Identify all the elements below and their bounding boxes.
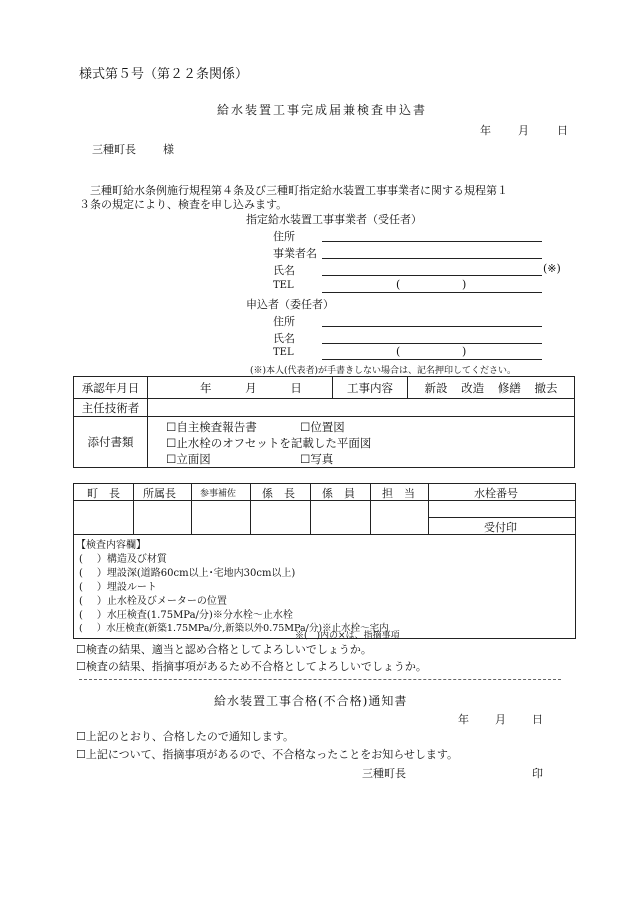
result-pass-text: 検査の結果、適当と認め合格としてよろしいでしょうか。 (85, 643, 372, 656)
applicant-name-label: 氏名 (273, 332, 295, 345)
approval-date-label: 承認年月日 (74, 377, 148, 399)
attachment-self-inspection[interactable]: ☐ 自主検査報告書 (166, 419, 257, 435)
approval-month: 月 (245, 380, 257, 395)
result-pass-checkbox[interactable] (76, 641, 372, 657)
inspection-item[interactable]: ( ）埋設深(道路60cm以上･宅地内30cm以上) (79, 568, 296, 579)
body-text-line2: ３条の規定により、検査を申し込みます。 (79, 198, 288, 211)
chief-engineer-field[interactable] (148, 399, 575, 417)
seal-note: (※)本人(代表者)が手書きしない場合は、記名押印してください。 (250, 366, 517, 376)
attachments-label: 添付書類 (74, 417, 148, 468)
receipt-stamp-label: 受付印 (484, 521, 517, 534)
stamp-section-chief: 係 長 (262, 487, 295, 500)
approval-table (73, 376, 575, 468)
work-type-removal[interactable]: 撤去 (534, 380, 558, 395)
date-year: 年 (480, 124, 491, 137)
cut-line (79, 679, 561, 680)
applicant-tel-paren-open: ( (396, 345, 401, 358)
attachments-list (148, 417, 575, 468)
contractor-heading: 指定給水装置工事事業者（受任者） (246, 213, 422, 226)
form-number: 様式第５号（第２２条関係） (79, 67, 249, 82)
stamp-staff: 係 員 (322, 487, 355, 500)
applicant-name-field[interactable] (322, 343, 542, 344)
contractor-tel-paren-open: ( (396, 278, 401, 291)
approval-date-field[interactable] (148, 377, 333, 399)
applicant-address-label: 住所 (273, 315, 295, 328)
attachment-photo[interactable]: ☐ 写真 (300, 451, 333, 467)
notice-seal: 印 (532, 767, 543, 780)
notice-fail-text: 上記について、指摘事項があるので、不合格なったことをお知らせします。 (85, 748, 459, 761)
notice-signer: 三種町長 (362, 767, 406, 780)
date-day: 日 (557, 124, 568, 137)
result-fail-checkbox[interactable] (76, 658, 427, 674)
work-type-remodel[interactable]: 改造 (461, 380, 485, 395)
applicant-tel-label: TEL (273, 347, 294, 358)
work-types[interactable] (408, 377, 575, 399)
applicant-tel-paren-close: ) (462, 345, 467, 358)
meter-number-label: 水栓番号 (474, 487, 518, 500)
contractor-name-field[interactable] (322, 275, 542, 276)
addressee-name: 三種町長 (92, 143, 136, 156)
date-month: 月 (518, 124, 529, 137)
contractor-name-label: 氏名 (273, 264, 295, 277)
approval-year: 年 (200, 380, 212, 395)
applicant-tel-field[interactable] (322, 359, 542, 360)
inspection-item[interactable]: ( ）構造及び材質 (79, 554, 167, 565)
notice-pass-checkbox[interactable] (76, 728, 294, 744)
notice-title: 給水装置工事合格(不合格)通知書 (214, 694, 408, 708)
inspection-item[interactable]: ( ）水圧検査(1.75MPa/分)※分水栓～止水栓 (79, 610, 293, 621)
inspection-note: ※( )内の×は、指摘事項 (295, 631, 400, 641)
applicant-address-field[interactable] (322, 326, 542, 327)
body-text-line1: 三種町給水条例施行規程第４条及び三種町指定給水装置工事事業者に関する規程第１ (90, 184, 508, 197)
contractor-address-field[interactable] (322, 241, 542, 242)
stamp-department-head: 所属長 (143, 487, 176, 500)
attachment-location-map[interactable]: ☐ 位置図 (300, 419, 345, 435)
result-fail-text: 検査の結果、指摘事項があるため不合格としてよろしいでしょうか。 (85, 660, 427, 673)
inspection-heading: 【検査内容欄】 (76, 540, 146, 551)
inspection-item[interactable]: ( ）止水栓及びメーターの位置 (79, 596, 227, 607)
inspection-item[interactable]: ( ）埋設ルート (79, 582, 157, 593)
work-type-repair[interactable]: 修繕 (497, 380, 521, 395)
attachment-plan-view[interactable]: ☐ 止水栓のオフセットを記載した平面図 (166, 435, 371, 451)
contractor-tel-field[interactable] (322, 292, 542, 293)
addressee-honorific: 様 (163, 143, 174, 156)
notice-year: 年 (458, 713, 469, 726)
contractor-tel-paren-close: ) (462, 278, 467, 291)
notice-month: 月 (495, 713, 506, 726)
work-type-new[interactable]: 新設 (424, 380, 448, 395)
inspection-item[interactable]: ( ）水圧検査(新築1.75MPa/分,新築以外0.75MPa/分)※止水栓～宅内 (79, 623, 389, 634)
contractor-business-field[interactable] (322, 258, 542, 259)
form-title: 給水装置工事完成届兼検査申込書 (217, 103, 428, 117)
chief-engineer-label: 主任技術者 (74, 399, 148, 417)
contractor-address-label: 住所 (273, 230, 295, 243)
stamp-in-charge: 担 当 (382, 487, 415, 500)
stamp-mayor: 町 長 (87, 487, 120, 500)
contractor-seal-mark: (※) (543, 262, 561, 275)
contractor-business-label: 事業者名 (273, 247, 317, 260)
notice-day: 日 (532, 713, 543, 726)
applicant-heading: 申込者（委任者） (246, 298, 334, 311)
notice-fail-checkbox[interactable] (76, 746, 458, 762)
stamp-deputy: 参事補佐 (200, 489, 237, 499)
attachment-elevation[interactable]: ☐ 立面図 (166, 451, 211, 467)
notice-pass-text: 上記のとおり、合格したので通知します。 (85, 730, 294, 743)
approval-day: 日 (290, 380, 302, 395)
work-content-label: 工事内容 (333, 377, 408, 399)
contractor-tel-label: TEL (273, 280, 294, 291)
